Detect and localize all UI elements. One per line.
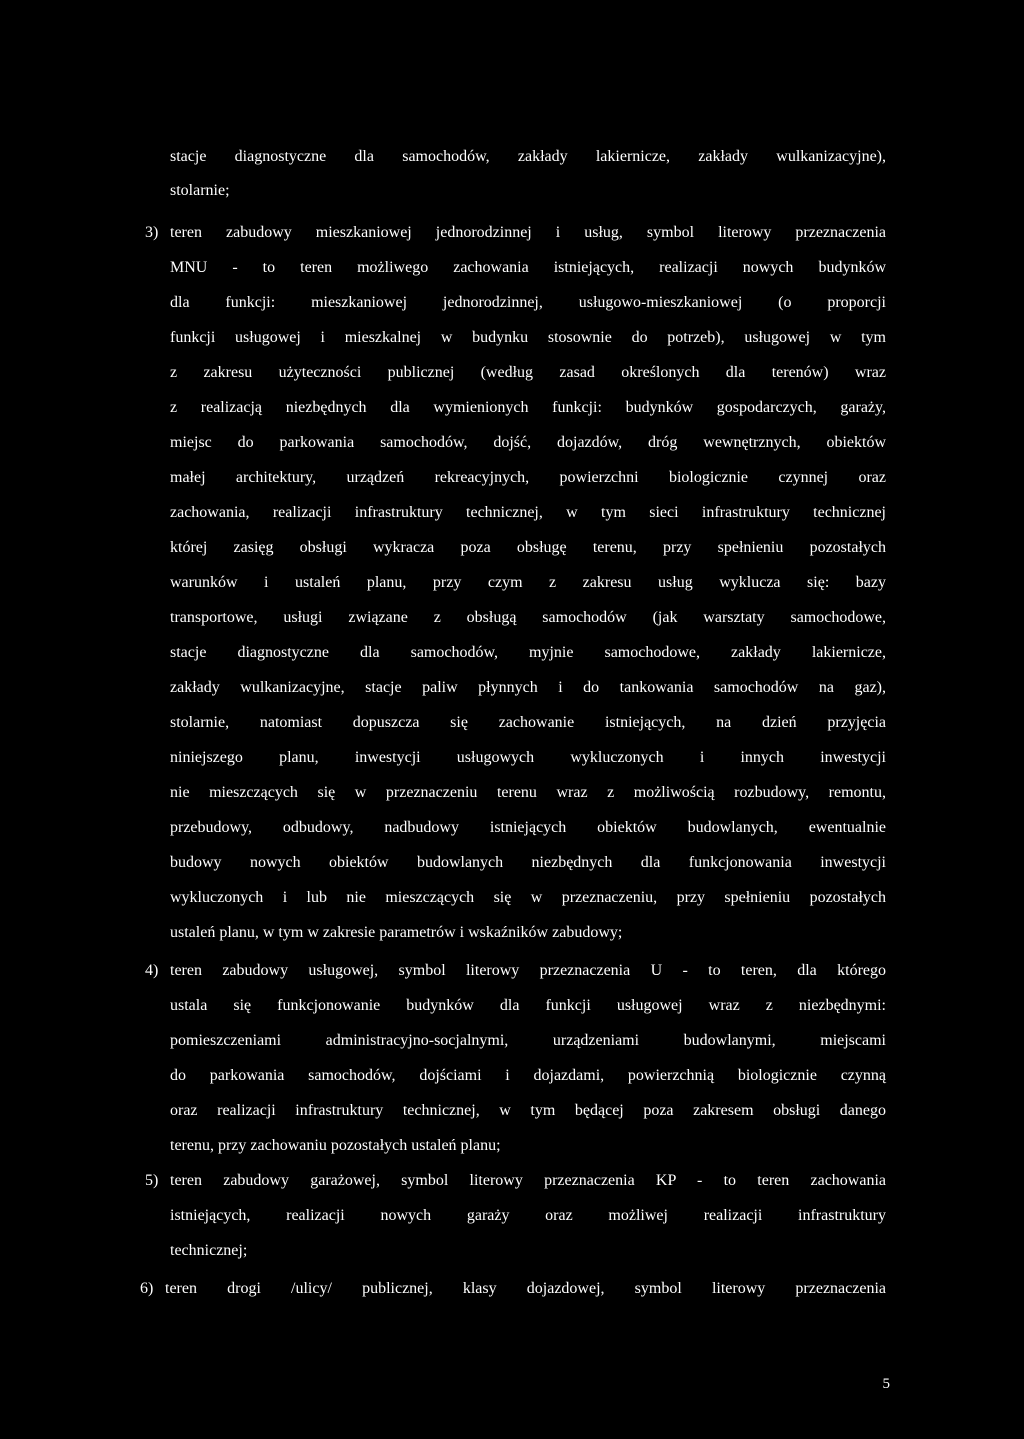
text-line: teren zabudowy garażowej, symbol literowy przeznaczenia KP - to teren zachowania (170, 1172, 886, 1189)
text-line: ustaleń planu, w tym w zakresie parametrów i wskaźników zabudowy; (170, 924, 623, 941)
text-line: teren zabudowy usługowej, symbol literowy przeznaczenia U - to teren, dla którego (170, 962, 886, 979)
text-line: stolarnie; (170, 182, 230, 199)
text-line: teren zabudowy mieszkaniowej jednorodzinnej i usług, symbol literowy przeznaczenia (170, 224, 886, 241)
text-line: stolarnie, natomiast dopuszcza się zachowanie istniejących, na dzień przyjęcia (170, 714, 886, 731)
text-line: z zakresu użyteczności publicznej (według zasad określonych dla terenów) wraz (170, 364, 886, 381)
text-line: istniejących, realizacji nowych garaży oraz możliwej realizacji infrastruktury (170, 1207, 886, 1224)
text-line: stacje diagnostyczne dla samochodów, zakłady lakiernicze, zakłady wulkanizacyjne), (170, 148, 886, 165)
text-line: nie mieszczących się w przeznaczeniu terenu wraz z możliwością rozbudowy, remontu, (170, 784, 886, 801)
list-marker: 3) (145, 224, 159, 241)
text-line: pomieszczeniami administracyjno-socjalnymi, urządzeniami budowlanymi, miejscami (170, 1032, 886, 1049)
text-line: wykluczonych i lub nie mieszczących się w przeznaczeniu, przy spełnieniu pozostałych (170, 889, 886, 906)
text-line: małej architektury, urządzeń rekreacyjnych, powierzchni biologicznie czynnej oraz (170, 469, 886, 486)
text-line: przebudowy, odbudowy, nadbudowy istniejących obiektów budowlanych, ewentualnie (170, 819, 886, 836)
text-line: ustala się funkcjonowanie budynków dla funkcji usługowej wraz z niezbędnymi: (170, 997, 886, 1014)
text-line: budowy nowych obiektów budowlanych niezbędnych dla funkcjonowania inwestycji (170, 854, 886, 871)
text-line: do parkowania samochodów, dojściami i dojazdami, powierzchnią biologicznie czynną (170, 1067, 886, 1084)
text-line: transportowe, usługi związane z obsługą samochodów (jak warsztaty samochodowe, (170, 609, 886, 626)
text-line: funkcji usługowej i mieszkalnej w budynku stosownie do potrzeb), usługowej w tym (170, 329, 886, 346)
text-line: miejsc do parkowania samochodów, dojść, dojazdów, dróg wewnętrznych, obiektów (170, 434, 886, 451)
list-marker: 5) (145, 1172, 159, 1189)
text-line: technicznej; (170, 1242, 248, 1259)
text-line: niniejszego planu, inwestycji usługowych wykluczonych i innych inwestycji (170, 749, 886, 766)
text-line: dla funkcji: mieszkaniowej jednorodzinnej, usługowo-mieszkaniowej (o proporcji (170, 294, 886, 311)
list-marker: 4) (145, 962, 159, 979)
text-line: zakłady wulkanizacyjne, stacje paliw płynnych i do tankowania samochodów na gaz), (170, 679, 886, 696)
text-line: oraz realizacji infrastruktury technicznej, w tym będącej poza zakresem obsługi danego (170, 1102, 886, 1119)
page-number: 5 (882, 1376, 890, 1392)
text-line: warunków i ustaleń planu, przy czym z zakresu usług wyklucza się: bazy (170, 574, 886, 591)
text-line: stacje diagnostyczne dla samochodów, myjnie samochodowe, zakłady lakiernicze, (170, 644, 886, 661)
text-line: MNU - to teren możliwego zachowania istniejących, realizacji nowych budynków (170, 259, 886, 276)
text-line: teren drogi /ulicy/ publicznej, klasy dojazdowej, symbol literowy przeznaczenia (165, 1280, 886, 1297)
text-line: zachowania, realizacji infrastruktury technicznej, w tym sieci infrastruktury technicznej (170, 504, 886, 521)
text-line: której zasięg obsługi wykracza poza obsługę terenu, przy spełnieniu pozostałych (170, 539, 886, 556)
text-line: z realizacją niezbędnych dla wymienionych funkcji: budynków gospodarczych, garaży, (170, 399, 886, 416)
text-line: terenu, przy zachowaniu pozostałych ustaleń planu; (170, 1137, 501, 1154)
list-marker: 6) (140, 1280, 154, 1297)
